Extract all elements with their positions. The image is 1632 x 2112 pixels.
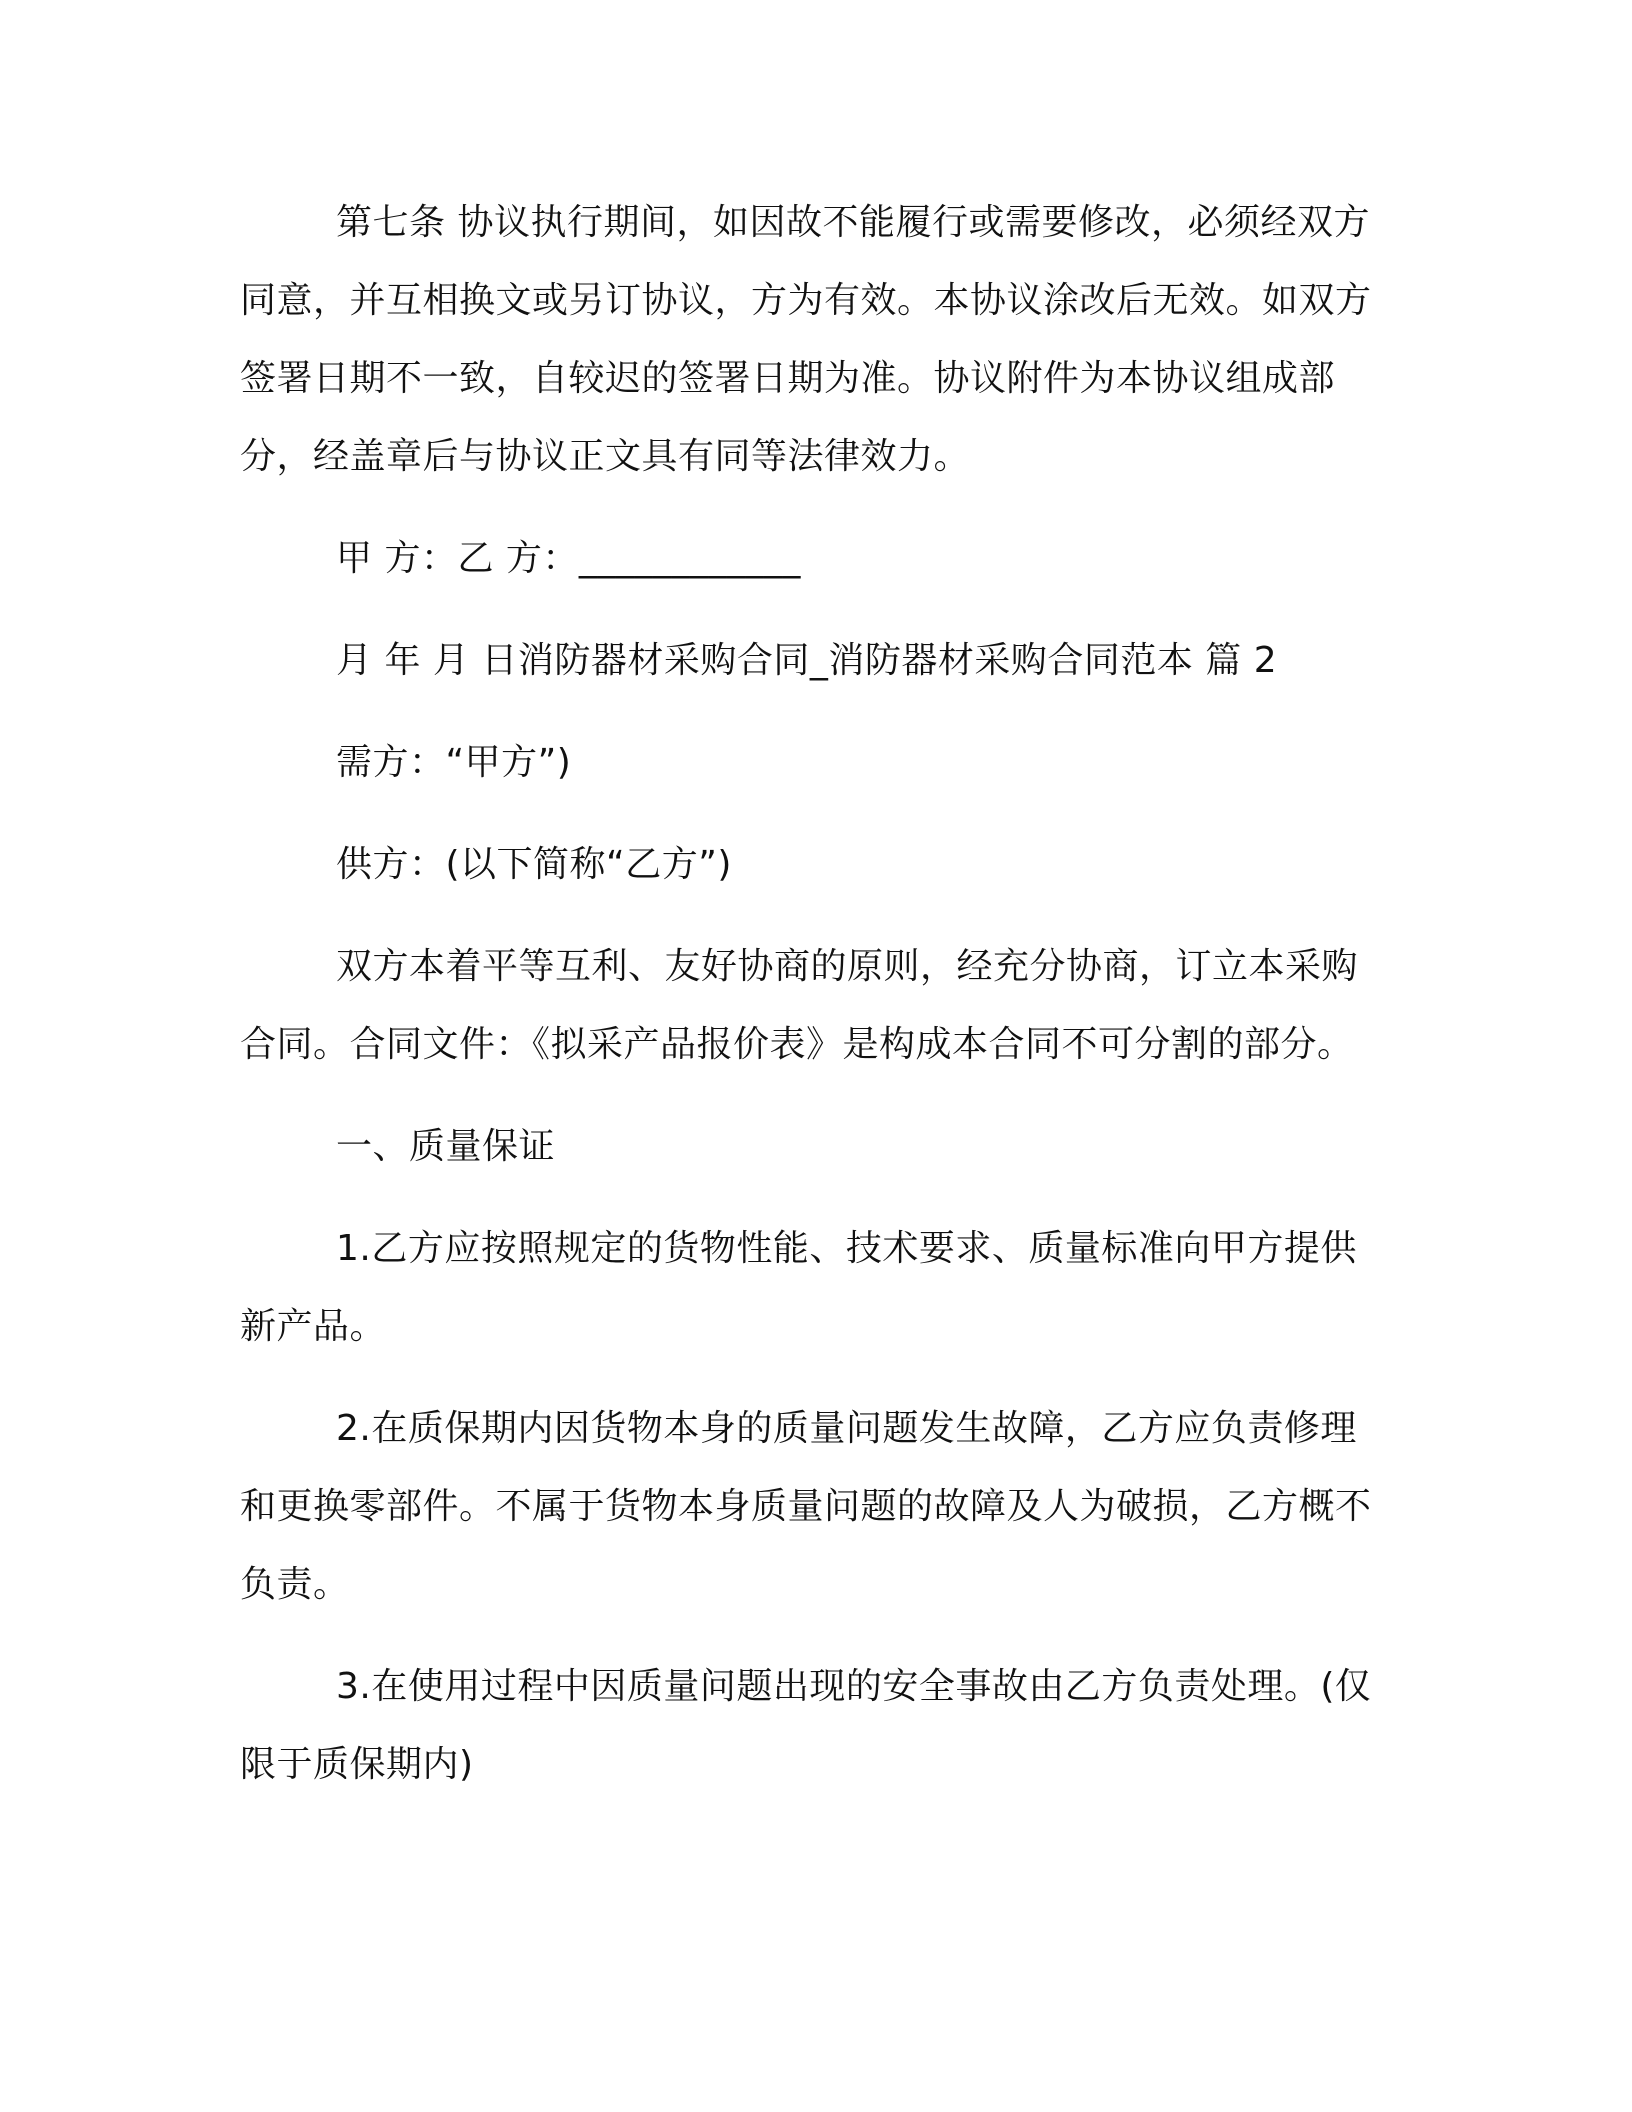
paragraph-item-3: 3.在使用过程中因质量问题出现的安全事故由乙方负责处理。(仅限于质保期内) [240,1666,1372,1785]
section-heading-quality: 一、质量保证 [336,1126,556,1167]
document-page [240,184,1390,1828]
paragraph-supplier: 供方：(以下简称“乙方”) [336,844,732,885]
paragraph-article-seven: 第七条 协议执行期间，如因故不能履行或需要修改，必须经双方同意，并互相换文或另订协议，方为有效。本协议涂改后无效。如双方签署日期不一致，自较迟的签署日期为准。协议附件为本协议组成部分，经盖章后与协议正文具有同等法律效力。 [240,202,1372,477]
paragraph-date-title: 月 年 月 日消防器材采购合同_消防器材采购合同范本 篇 2 [336,640,1278,681]
paragraph-preamble: 双方本着平等互利、友好协商的原则，经充分协商，订立本采购合同。合同文件：《拟采产品报价表》是构成本合同不可分割的部分。 [240,946,1359,1065]
paragraph-item-1: 1.乙方应按照规定的货物性能、技术要求、质量标准向甲方提供新产品。 [240,1228,1357,1347]
paragraph-buyer: 需方：“甲方”) [336,742,572,783]
paragraph-item-2: 2.在质保期内因货物本身的质量问题发生故障，乙方应负责修理和更换零部件。不属于货物本身质量问题的故障及人为破损，乙方概不负责。 [240,1408,1372,1605]
paragraph-signatures: 甲 方：乙 方：____________ [336,538,801,579]
